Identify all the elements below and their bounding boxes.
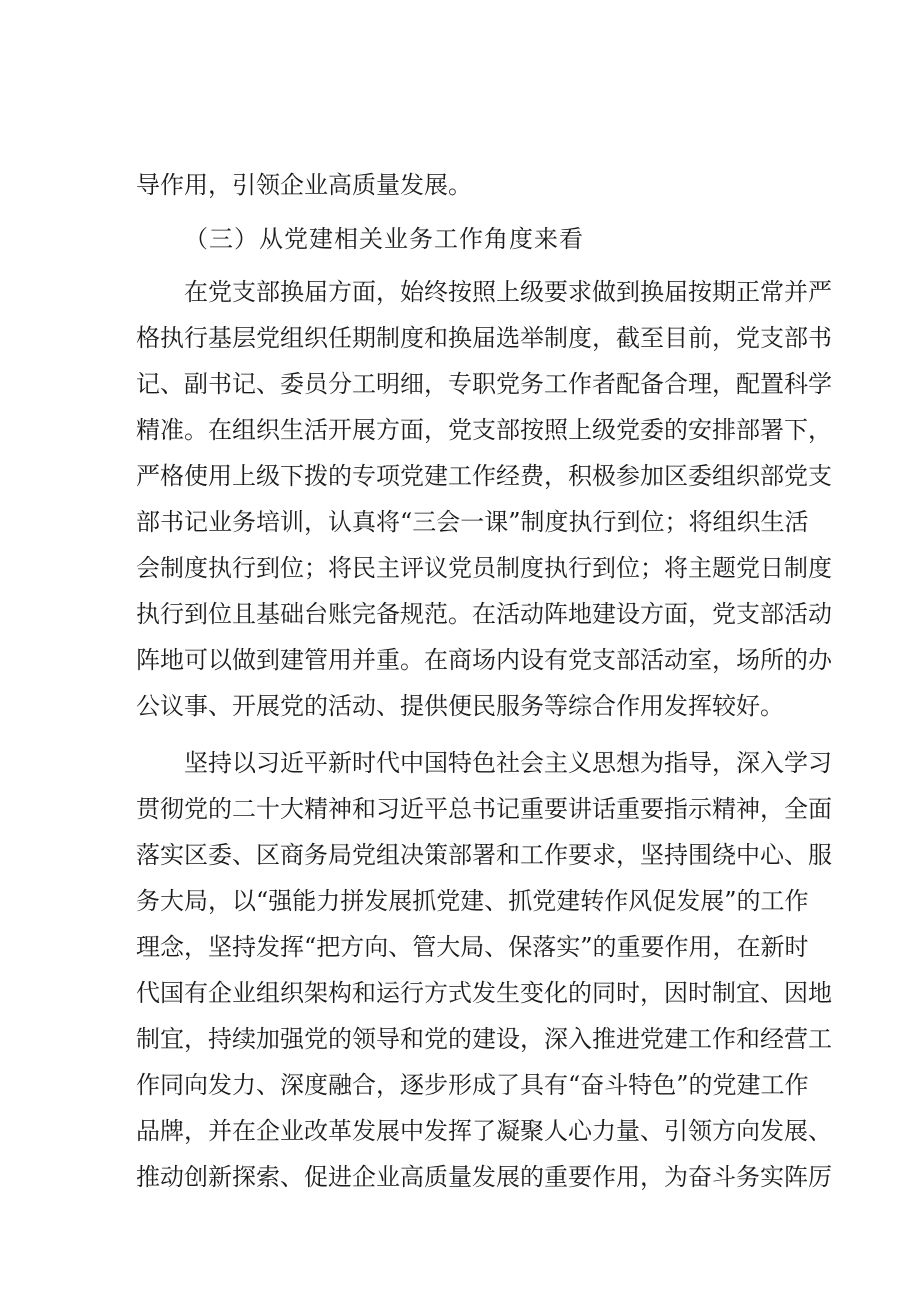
paragraph-line: 公议事、开展党的活动、提供便民服务等综合作用发挥较好。 (136, 692, 784, 720)
paragraph-line: 制宜，持续加强党的领导和党的建设，深入推进党建工作和经营工 (136, 1025, 832, 1053)
paragraph-line: 作同向发力、深度融合，逐步形成了具有“奋斗特色”的党建工作 (136, 1071, 809, 1099)
paragraph-line: 代国有企业组织架构和运行方式发生变化的同时，因时制宜、因地 (136, 979, 832, 1007)
paragraph-line: 贯彻党的二十大精神和习近平总书记重要讲话重要指示精神，全面 (136, 795, 832, 823)
paragraph-line: 格执行基层党组织任期制度和换届选举制度，截至目前，党支部书 (136, 324, 832, 352)
section-heading: （三）从党建相关业务工作角度来看 (184, 225, 584, 253)
paragraph-line: 部书记业务培训，认真将“三会一课”制度执行到位；将组织生活 (136, 508, 809, 536)
paragraph-line: 会制度执行到位；将民主评议党员制度执行到位；将主题党日制度 (136, 554, 832, 582)
paragraph-line: 品牌，并在企业改革发展中发挥了凝聚人心力量、引领方向发展、 (136, 1117, 832, 1145)
paragraph-line: 落实区委、区商务局党组决策部署和工作要求，坚持围绕中心、服 (136, 841, 832, 869)
paragraph-line: 精准。在组织生活开展方面，党支部按照上级党委的安排部署下， (136, 416, 832, 444)
paragraph-line: 阵地可以做到建管用并重。在商场内设有党支部活动室，场所的办 (136, 646, 832, 674)
paragraph-line: 坚持以习近平新时代中国特色社会主义思想为指导，深入学习 (184, 749, 832, 777)
paragraph-line: 务大局，以“强能力拼发展抓党建、抓党建转作风促发展”的工作 (136, 887, 809, 915)
paragraph-line: 记、副书记、委员分工明细，专职党务工作者配备合理，配置科学 (136, 370, 832, 398)
paragraph-line: 严格使用上级下拨的专项党建工作经费，积极参加区委组织部党支 (136, 462, 832, 490)
fragment-line: 导作用，引领企业高质量发展。 (136, 171, 472, 199)
paragraph-line: 推动创新探索、促进企业高质量发展的重要作用，为奋斗务实阵厉 (136, 1163, 832, 1191)
paragraph-line: 理念，坚持发挥“把方向、管大局、保落实”的重要作用，在新时 (136, 933, 809, 961)
paragraph-line: 执行到位且基础台账完备规范。在活动阵地建设方面，党支部活动 (136, 600, 832, 628)
paragraph-line: 在党支部换届方面，始终按照上级要求做到换届按期正常并严 (184, 278, 832, 306)
